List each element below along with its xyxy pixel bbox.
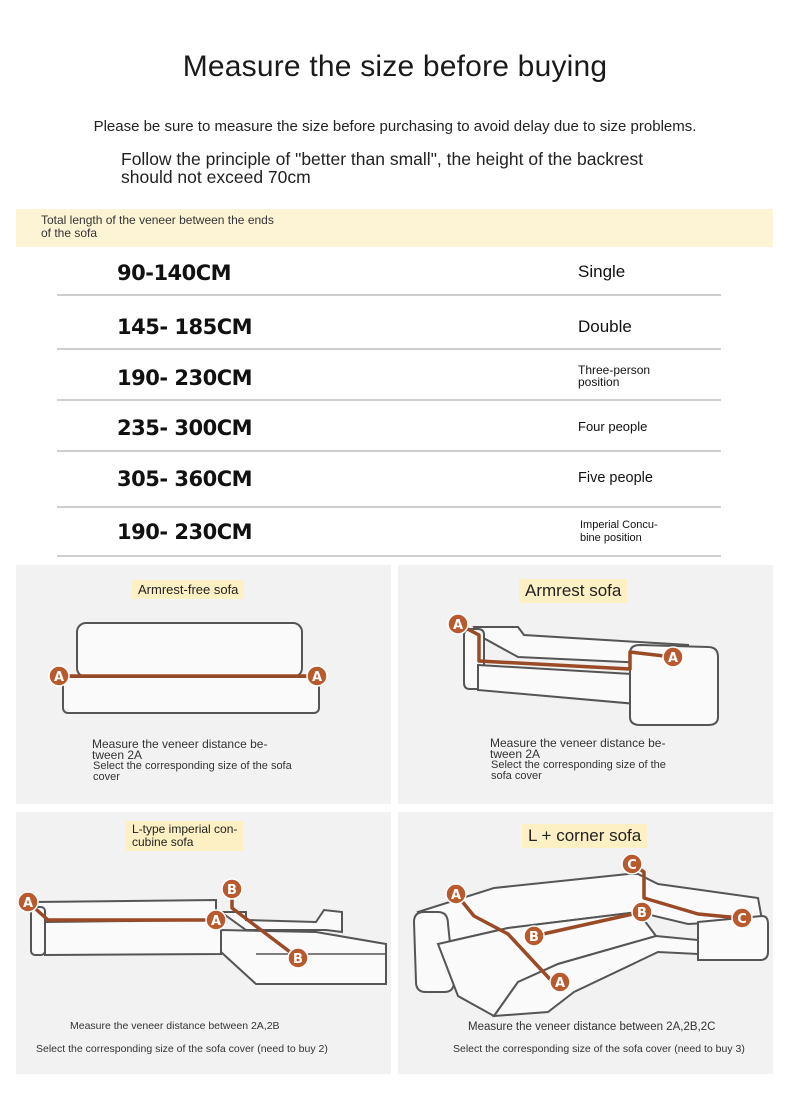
marker-a-label: A	[554, 976, 566, 991]
sofa-type-label: Single	[578, 262, 626, 281]
size-row	[57, 451, 721, 507]
size-value: 190- 230CM	[117, 366, 253, 390]
marker-c-label: C	[737, 912, 747, 927]
size-row	[57, 247, 721, 296]
note-line: tween 2A	[92, 748, 143, 762]
sofa-type-label-line-2: bine position	[580, 532, 642, 544]
panel-tag-line: L-type imperial con-	[132, 822, 238, 836]
marker-a-label: A	[311, 670, 323, 685]
panel-armrest-free-sofa	[16, 565, 391, 804]
note-line: Measure the veneer distance between 2A,2B	[70, 1020, 280, 1032]
size-row	[57, 296, 721, 349]
note-line: sofa cover	[491, 770, 542, 782]
panel-note	[70, 1021, 280, 1032]
sofa-seat	[63, 677, 319, 713]
sofa-type-label	[580, 519, 658, 545]
marker-b-label: B	[293, 952, 303, 967]
principle-line-1: Follow the principle of "better than small", the height of the backrest	[121, 149, 644, 169]
sofa-type-label-line-2: position	[578, 375, 620, 389]
panel-tag: Armrest-free sofa	[132, 580, 244, 599]
note-line: Measure the veneer distance between 2A,2B,2C	[468, 1021, 716, 1033]
principle-line-2: should not exceed 70cm	[121, 167, 311, 187]
sofa-type-label	[578, 364, 650, 388]
size-value: 305- 360CM	[117, 467, 253, 491]
marker-b-label: B	[227, 883, 237, 898]
note-line: Measure the veneer distance be-	[490, 736, 666, 750]
principle-text	[121, 150, 721, 186]
marker-a-label: A	[667, 651, 679, 666]
panel-note	[36, 1044, 328, 1055]
size-value: 145- 185CM	[117, 315, 253, 339]
panel-tag: L + corner sofa	[522, 824, 647, 848]
sofa-backrest	[77, 623, 302, 677]
size-table-header-label	[41, 214, 301, 240]
note-line: Select the corresponding size of the sofa cover (need to buy 2)	[36, 1043, 328, 1055]
size-row	[57, 400, 721, 451]
l-corner-sofa-diagram	[398, 812, 773, 1074]
sofa-type-label-line-1: Imperial Concu-	[580, 519, 658, 531]
sofa-seat	[478, 665, 648, 705]
sofa-type-label-line-1: Three-person	[578, 363, 651, 377]
panel-l-type-sofa	[16, 812, 391, 1074]
marker-a-label: A	[450, 888, 462, 903]
marker-c-label: C	[627, 858, 637, 873]
panel-note	[490, 738, 666, 782]
note-line: Select the corresponding size of the	[491, 759, 666, 771]
panel-note	[468, 1021, 715, 1033]
panel-note	[453, 1044, 745, 1055]
sofa-type-label: Double	[578, 317, 632, 336]
panel-tag: Armrest sofa	[519, 579, 627, 603]
marker-b-label: B	[529, 930, 539, 945]
marker-a-label: A	[210, 914, 222, 929]
note-line: Select the corresponding size of the sofa	[93, 760, 292, 772]
sofa-type-label: Five people	[578, 470, 653, 486]
panel-armrest-sofa	[398, 565, 773, 804]
header-label-line-2: of the sofa	[41, 226, 98, 240]
marker-a-label: A	[22, 896, 34, 911]
marker-b-label: B	[637, 906, 647, 921]
note-line: tween 2A	[490, 747, 541, 761]
panel-note	[92, 739, 292, 783]
sofa-type-label: Four people	[578, 419, 648, 434]
size-row	[57, 349, 721, 400]
size-value: 190- 230CM	[117, 520, 253, 544]
page-subtitle: Please be sure to measure the size before purchasing to avoid delay due to size problems.	[93, 118, 697, 135]
l-type-sofa-diagram	[16, 812, 391, 1074]
size-value: 235- 300CM	[117, 416, 253, 440]
size-value: 90-140CM	[117, 261, 232, 285]
panel-tag-line: cubine sofa	[132, 835, 194, 849]
sofa-seat	[45, 920, 221, 955]
note-line: cover	[93, 771, 120, 783]
page-title: Measure the size before buying	[182, 50, 608, 83]
marker-a-label: A	[53, 670, 65, 685]
note-line: Select the corresponding size of the sofa cover (need to buy 3)	[453, 1043, 745, 1055]
size-row	[57, 507, 721, 558]
panel-l-corner-sofa	[398, 812, 773, 1074]
header-label-line-1: Total length of the veneer between the ends	[41, 213, 274, 227]
note-line: Measure the veneer distance be-	[92, 737, 268, 751]
row-divider	[57, 555, 721, 557]
marker-a-label: A	[452, 618, 464, 633]
